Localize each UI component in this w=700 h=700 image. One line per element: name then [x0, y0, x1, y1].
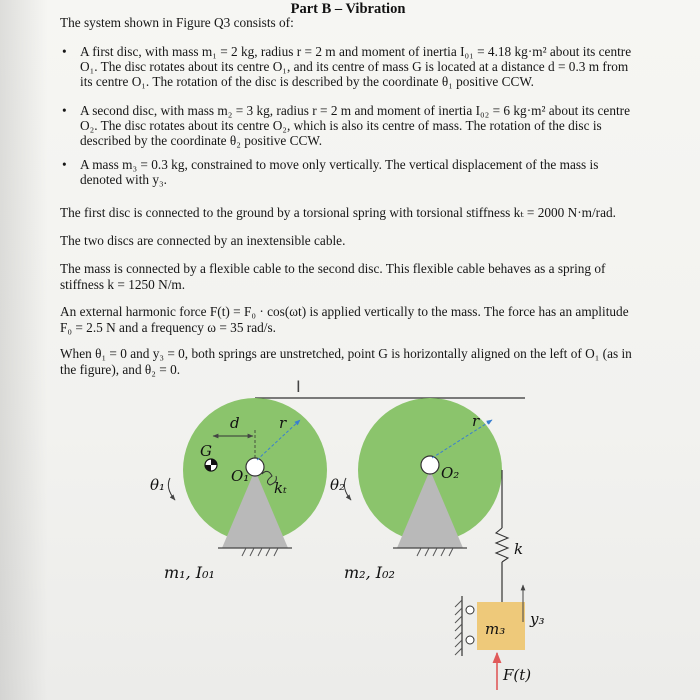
label-d: d: [230, 414, 240, 432]
label-k: k: [514, 540, 524, 558]
paragraph-external-force: An external harmonic force F(t) = F₀ · cos(ωt) is applied vertically to the mass. The force has an amplitude F₀ = 2.5 N and a frequency ω = 35 rad/s.: [60, 304, 629, 335]
page-header: Part B – Vibration: [290, 1, 406, 17]
paragraph-flexible-cable: The mass is connected by a flexible cable to the second disc. This flexible cable behaves as a spring of stiffness k = 1250 N/m.: [60, 261, 606, 292]
ground-hatch-2: [417, 548, 453, 556]
paragraph-initial-conditions: When θ₁ = 0 and y₃ = 0, both springs are unstretched, point G is horizontally aligned on the left of O₁ (as in the figure), and θ₂ = 0.: [60, 346, 632, 377]
label-disc2: m₂, I₀₂: [344, 563, 395, 582]
label-force: F(t): [503, 666, 532, 684]
label-o2: O₂: [441, 464, 460, 482]
intro-text: The system shown in Figure Q3 consists of:: [60, 15, 294, 30]
label-r1: r: [279, 414, 287, 432]
label-disc1: m₁, I₀₁: [164, 563, 215, 582]
paragraph-cable: The two discs are connected by an inextensible cable.: [60, 233, 346, 248]
label-theta2: θ₂: [330, 476, 346, 494]
label-o1: O₁: [231, 467, 250, 485]
guide-wall-hatch: [455, 600, 462, 655]
roller-top: [466, 606, 474, 614]
label-kt: kₜ: [274, 479, 287, 497]
pivot-o2: [421, 456, 439, 474]
label-theta1: θ₁: [150, 476, 166, 494]
label-m3: m₃: [485, 620, 506, 638]
spring-k-icon: [496, 528, 508, 562]
label-y3: y₃: [530, 610, 545, 628]
theta1-arrow: [168, 478, 175, 500]
bullet-icon: •: [62, 44, 67, 59]
paragraph-torsional-spring: The first disc is connected to the ground by a torsional spring with torsional stiffness kₜ = 2000 N·m/rad.: [60, 205, 616, 220]
bullet-icon: •: [62, 103, 67, 118]
bullet-text: A second disc, with mass m₂ = 3 kg, radius r = 2 m and moment of inertia I₀₂ = 6 kg·m² about its centre O₂. The disc rotates about its centre O₂, which is also its centre of mass. The rotation of the disc is described by the coordinate θ₂ positive CCW.: [80, 103, 631, 149]
ground-hatch-1: [242, 548, 278, 556]
bullet-text: A first disc, with mass m₁ = 2 kg, radius r = 2 m and moment of inertia I₀₁ = 4.18 kg·m² about its centre O₁. The disc rotates about its centre O₁, and its centre of mass G is located at a distance d = 0.3 m from its centre O₁. The rotation of the disc is described by the coordinate θ₁ positive CCW.: [80, 44, 632, 90]
bullet-text: A mass m₃ = 0.3 kg, constrained to move only vertically. The vertical displacement of the mass is denoted with y₃.: [80, 157, 599, 188]
label-r2: r: [472, 412, 480, 430]
bullet-icon: •: [62, 157, 67, 172]
text-cursor-icon: I: [296, 377, 301, 396]
theta2-arrow: [344, 478, 351, 500]
label-g: G: [200, 442, 212, 460]
roller-bottom: [466, 636, 474, 644]
